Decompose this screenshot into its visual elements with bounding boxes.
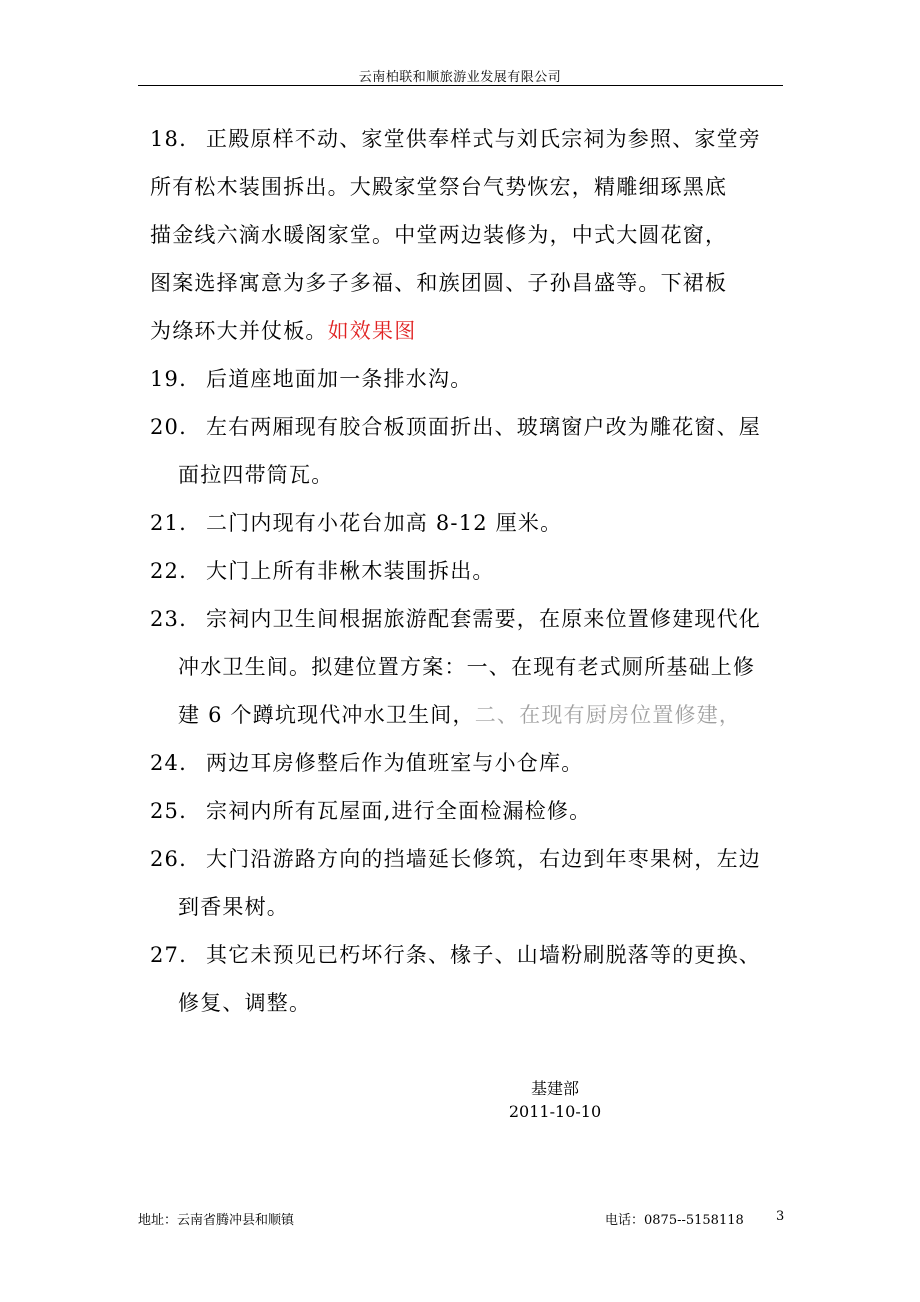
item-text: 其它未预见已朽坏行条、椽子、山墙粉刷脱落等的更换、 xyxy=(206,943,761,967)
item-text: 后道座地面加一条排水沟。 xyxy=(206,367,473,391)
item-text: 两边耳房修整后作为值班室与小仓库。 xyxy=(206,751,584,775)
list-item-18-line-3 xyxy=(150,211,790,259)
list-item-18-line-1 xyxy=(150,115,790,163)
item-number: 27. xyxy=(150,943,187,967)
item-text: 正殿原样不动、家堂供奉样式与刘氏宗祠为参照、家堂旁 xyxy=(206,127,761,151)
item-number: 19. xyxy=(150,367,187,391)
item-number: 25. xyxy=(150,799,187,823)
item-text: 面拉四带筒瓦。 xyxy=(178,463,334,487)
item-text: 到香果树。 xyxy=(178,895,289,919)
effect-image-note: 如效果图 xyxy=(327,319,417,343)
footer-address: 地址：云南省腾冲县和顺镇 xyxy=(138,1213,295,1228)
item-number: 23. xyxy=(150,607,187,631)
item-number: 24. xyxy=(150,751,187,775)
document-body xyxy=(150,115,790,1027)
list-item-25 xyxy=(150,787,790,835)
item-text: 修复、调整。 xyxy=(178,991,312,1015)
item-number: 26. xyxy=(150,847,187,871)
item-number: 22. xyxy=(150,559,187,583)
item-text: 图案选择寓意为多子多福、和族团圆、子孙昌盛等。下裙板 xyxy=(150,271,728,295)
item-text: 建 6 个蹲坑现代冲水卫生间， xyxy=(178,703,475,727)
list-item-18-line-4 xyxy=(150,259,790,307)
item-text: 左右两厢现有胶合板顶面折出、玻璃窗户改为雕花窗、屋 xyxy=(206,415,761,439)
item-number: 18. xyxy=(150,127,187,151)
footer-phone: 电话：0875--5158118 xyxy=(605,1213,744,1228)
list-item-26-line-2 xyxy=(150,883,790,931)
list-item-22 xyxy=(150,547,790,595)
item-text: 冲水卫生间。拟建位置方案：一、在现有老式厕所基础上修 xyxy=(178,655,756,679)
signoff-department: 基建部 xyxy=(530,1079,579,1098)
header-divider xyxy=(138,85,783,86)
item-text: 大门沿游路方向的挡墙延长修筑，右边到年枣果树，左边 xyxy=(206,847,761,871)
item-text: 宗祠内卫生间根据旅游配套需要，在原来位置修建现代化 xyxy=(206,607,761,631)
list-item-19 xyxy=(150,355,790,403)
signoff-date: 2011-10-10 xyxy=(508,1102,602,1121)
item-number: 20. xyxy=(150,415,187,439)
item-text: 二门内现有小花台加高 8-12 厘米。 xyxy=(206,511,563,535)
item-text: 为绦环大并仗板。 xyxy=(150,319,328,343)
list-item-26-line-1 xyxy=(150,835,790,883)
list-item-18-line-5 xyxy=(150,307,790,355)
item-text: 大门上所有非楸木装围拆出。 xyxy=(206,559,495,583)
list-item-23-line-1 xyxy=(150,595,790,643)
item-number: 21. xyxy=(150,511,187,535)
list-item-24 xyxy=(150,739,790,787)
list-item-23-line-2 xyxy=(150,643,790,691)
header-company-name: 云南柏联和顺旅游业发展有限公司 xyxy=(358,70,562,85)
list-item-21 xyxy=(150,499,790,547)
list-item-27-line-1 xyxy=(150,931,790,979)
item-text: 描金线六滴水暖阁家堂。中堂两边装修为，中式大圆花窗， xyxy=(150,223,728,247)
list-item-23-line-3 xyxy=(150,691,790,739)
page-number: 3 xyxy=(776,1209,785,1224)
kitchen-option-note: 二、在现有厨房位置修建， xyxy=(474,703,742,727)
list-item-20-line-1 xyxy=(150,403,790,451)
list-item-18-line-2 xyxy=(150,163,790,211)
list-item-20-line-2 xyxy=(150,451,790,499)
item-text: 宗祠内所有瓦屋面,进行全面检漏检修。 xyxy=(206,799,592,823)
list-item-27-line-2 xyxy=(150,979,790,1027)
item-text: 所有松木装围拆出。大殿家堂祭台气势恢宏，精雕细琢黑底 xyxy=(150,175,728,199)
